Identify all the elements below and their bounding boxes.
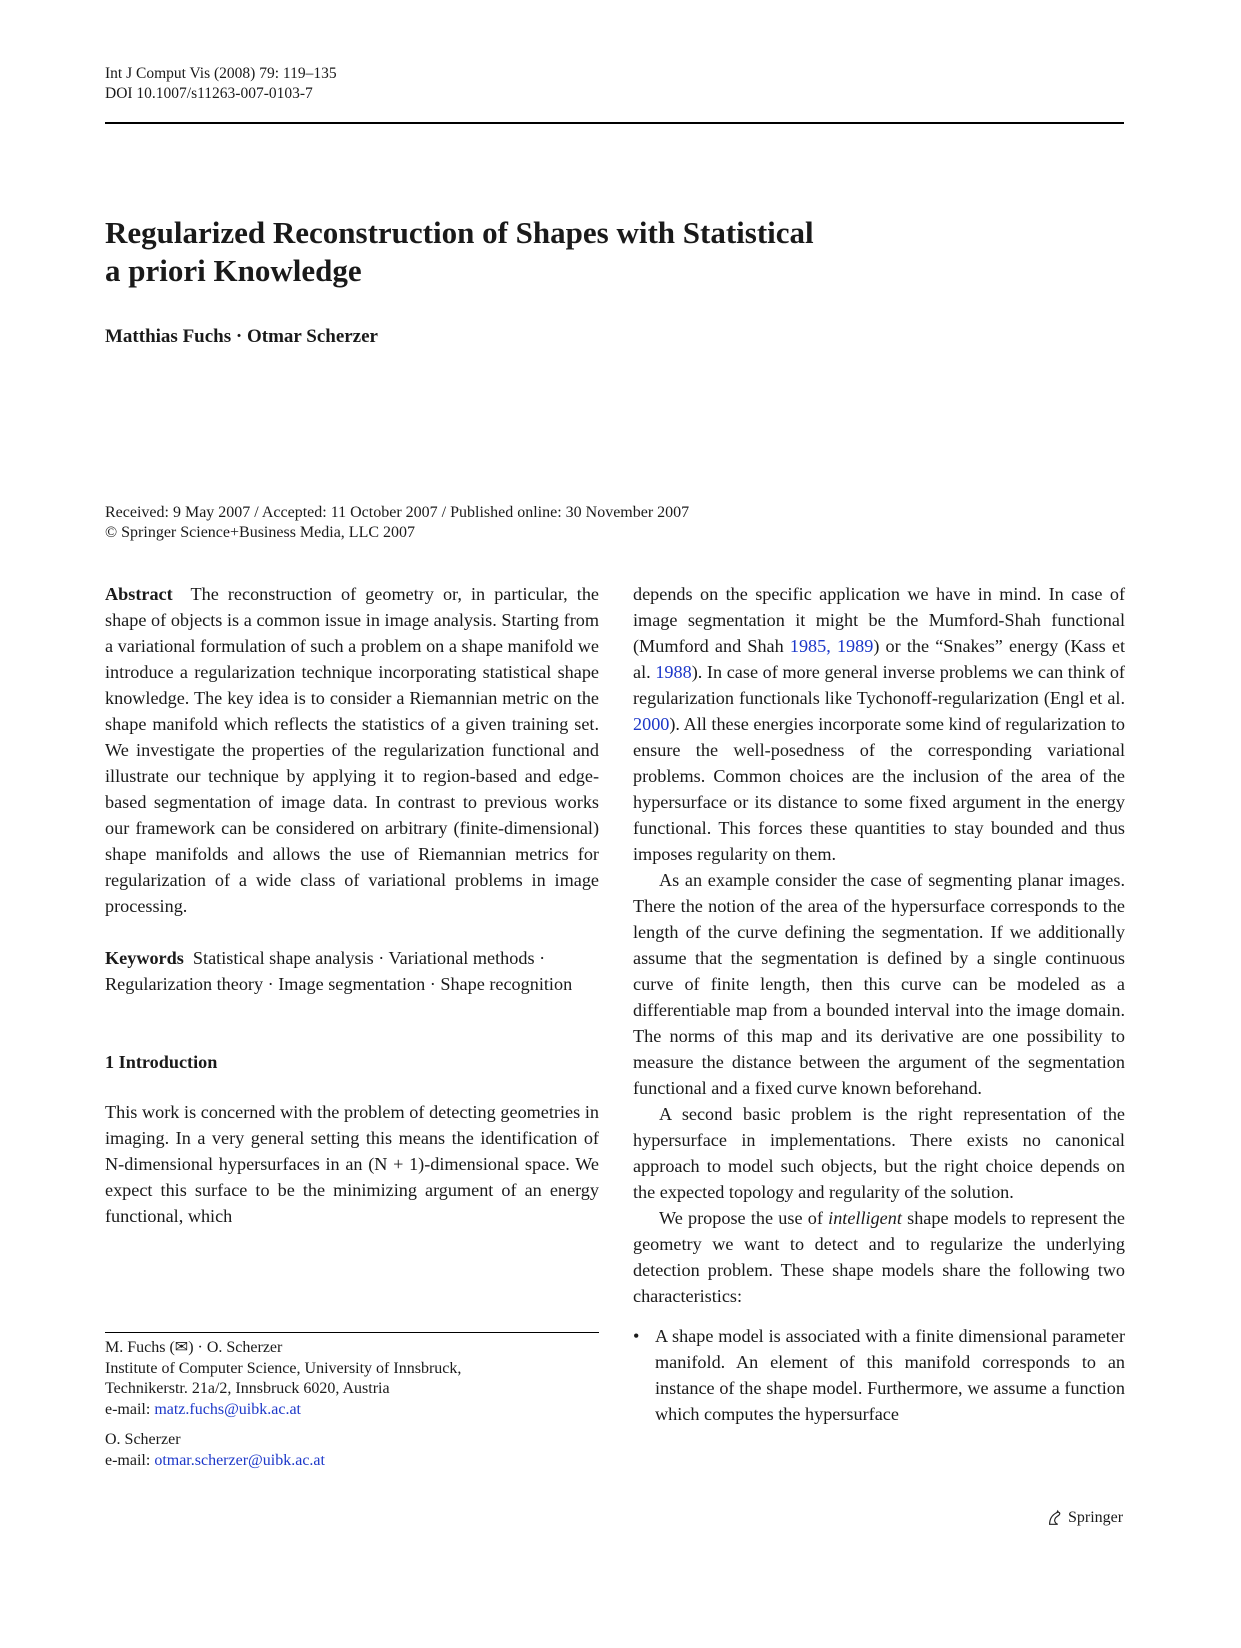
dates-line: Received: 9 May 2007 / Accepted: 11 October 2007 / Published online: 30 November 2007 (105, 504, 690, 521)
text-run: We propose the use of (659, 1208, 829, 1228)
title-line-1: Regularized Reconstruction of Shapes with Statistical (105, 215, 814, 250)
list-item (633, 1323, 1125, 1427)
citation-link[interactable]: 1989 (836, 636, 874, 656)
intro-paragraph: This work is concerned with the problem of detecting geometries in imaging. In a very general setting this means the identification of N-dimensional hypersurfaces in an (N + 1)-dimensional space. We expect this surface to be the minimizing argument of an energy functional, which (105, 1102, 599, 1226)
abstract (105, 581, 599, 919)
abstract-label: Abstract (105, 584, 173, 604)
email-link-scherzer[interactable]: otmar.scherzer@uibk.ac.at (154, 1451, 325, 1469)
publisher-logo (1046, 1509, 1123, 1527)
abstract-text: The reconstruction of geometry or, in particular, the shape of objects is a common issue in image analysis. Starting from a variational formulation of such a problem on a shape manifold we introduce a regularization technique incorporating statistical shape knowledge. The key idea is to consider a Riemannian metric on the shape manifold which reflects the statistics of a given training set. We investigate the properties of the regularization functional and illustrate our technique by applying it to region-based and edge-based segmentation of image data. In contrast to previous works our framework can be considered on arbitrary (finite-dimensional) shape manifolds and allows the use of Riemannian metrics for regularization of a wide class of variational problems in image processing. (105, 584, 600, 916)
affiliation-footnote (105, 1338, 599, 1471)
paragraph: A second basic problem is the right representation of the hypersurface in implementations. There exists no canonical approach to model such objects, but the right choice depends on the expected topology and regularity of the solution. (633, 1104, 1125, 1202)
paper-title (105, 214, 814, 290)
second-author-line: O. Scherzer (105, 1431, 181, 1448)
left-column (105, 581, 599, 1229)
email-row-2 (105, 1451, 599, 1472)
text-run: ) or the “Snakes” energy (Kass et al. (633, 636, 1126, 682)
bullet-list (633, 1323, 1125, 1427)
publisher-name: Springer (1068, 1509, 1124, 1526)
footnote-rule (105, 1332, 599, 1333)
keywords-text: Statistical shape analysis · Variational methods · Regularization theory · Image segmentation · Shape recognition (105, 948, 573, 994)
text-run: ). All these energies incorporate some kind of regularization to ensure the well-posedness of the corresponding variational problems. Common choices are the inclusion of the area of the hypersurface or its distance to some fixed argument in the energy functional. This forces these quantities to stay bounded and thus imposes regularity on them. (633, 714, 1125, 864)
text-run: ). In case of more general inverse problems we can think of regularization functionals like Tychonoff-regularization (Engl et al. (633, 662, 1125, 708)
email-link-fuchs[interactable]: matz.fuchs@uibk.ac.at (154, 1400, 301, 1418)
address-line: Technikerstr. 21a/2, Innsbruck 6020, Austria (105, 1380, 390, 1397)
copyright: © Springer Science+Business Media, LLC 2007 (105, 524, 416, 541)
header-rule (105, 122, 1124, 124)
journal-citation: Int J Comput Vis (2008) 79: 119–135 (105, 65, 337, 82)
doi: DOI 10.1007/s11263-007-0103-7 (105, 85, 313, 102)
authors: Matthias Fuchs · Otmar Scherzer (105, 326, 378, 347)
paragraph: As an example consider the case of segmenting planar images. There the notion of the area of the hypersurface corresponds to the length of the curve defining the segmentation. If we additionally assume that the segmentation is defined by a single continuous curve of finite length, then this curve can be modeled as a differentiable map from a bounded interval into the image domain. The norms of this map and its derivative are one possibility to measure the distance between the argument of the segmentation functional and a fixed curve known beforehand. (633, 870, 1125, 1098)
section-heading: 1 Introduction (105, 1052, 218, 1072)
list-item-text: A shape model is associated with a finite dimensional parameter manifold. An element of this manifold corresponds to an instance of the shape model. Furthermore, we assume a function which computes the hypersurface (655, 1326, 1125, 1424)
keywords-label: Keywords (105, 948, 184, 968)
email-label: e-mail: (105, 1400, 155, 1418)
author-line: M. Fuchs (✉) · O. Scherzer (105, 1339, 283, 1356)
citation-link[interactable]: 1988 (655, 662, 692, 682)
paragraph (633, 581, 1125, 867)
publication-dates (105, 503, 689, 543)
bullet-icon: • (633, 1326, 640, 1346)
citation-link[interactable]: 1985 (789, 636, 827, 656)
title-line-2: a priori Knowledge (105, 253, 362, 288)
springer-horse-icon (1046, 1509, 1064, 1527)
text-run: , (826, 636, 837, 656)
paragraph (633, 1205, 1125, 1309)
emphasis: intelligent (828, 1208, 902, 1228)
right-column (633, 581, 1125, 1427)
text-run: shape models to represent the geometry we want to detect and to regularize the underlying detection problem. These shape models share the following two characteristics: (633, 1208, 1126, 1306)
keywords (105, 945, 599, 997)
citation-link[interactable]: 2000 (633, 714, 670, 734)
email-row-1 (105, 1400, 599, 1421)
text-run: depends on the specific application we have in mind. In case of image segmentation it might be the Mumford-Shah functional (Mumford and Shah (633, 584, 1125, 656)
email-label: e-mail: (105, 1451, 155, 1469)
institute-line: Institute of Computer Science, University of Innsbruck, (105, 1359, 462, 1377)
